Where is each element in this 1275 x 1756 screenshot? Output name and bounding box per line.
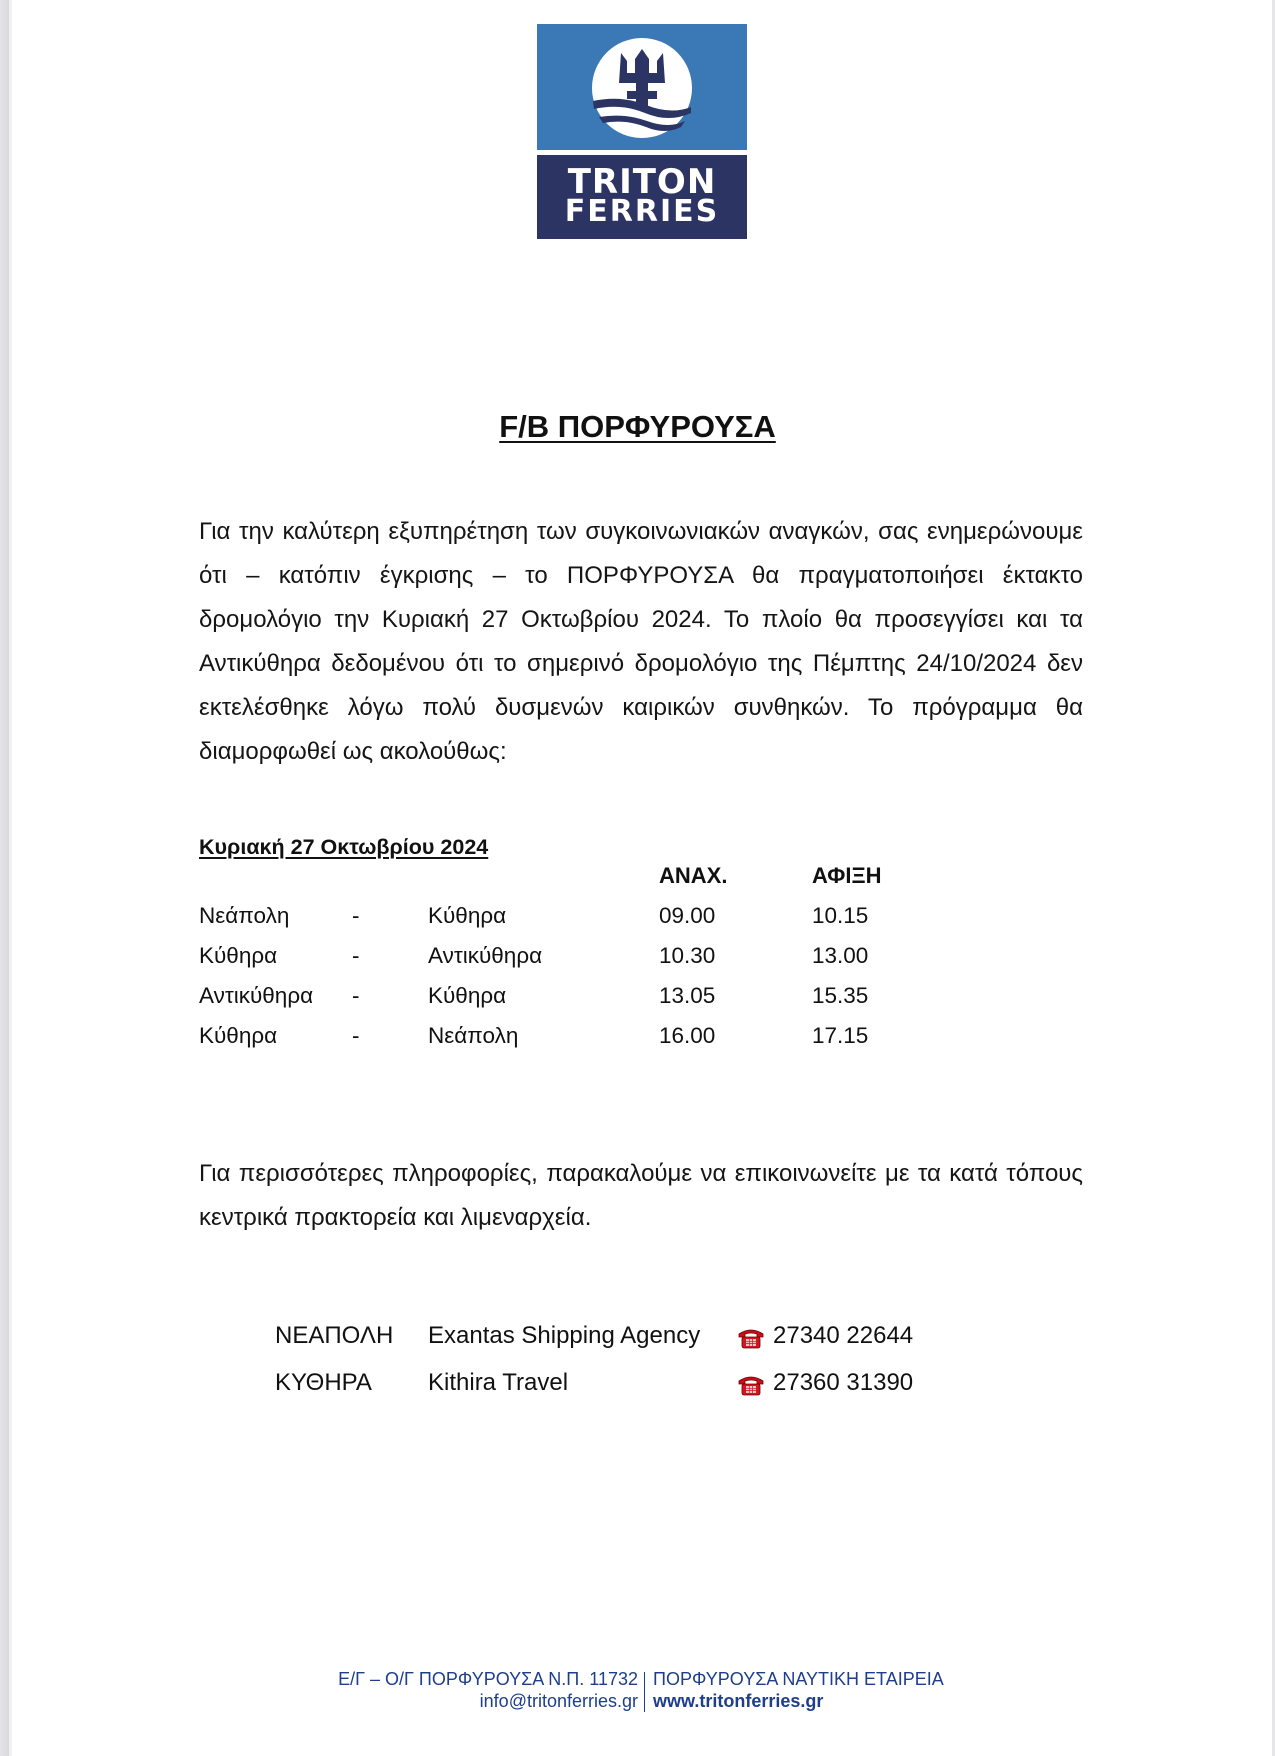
arrival-time: 17.15 <box>812 1023 869 1048</box>
schedule-row <box>0 943 1275 983</box>
route-to: Κύθηρα <box>428 983 507 1008</box>
route-separator: - <box>352 903 360 928</box>
route-to: Νεάπολη <box>428 1023 519 1048</box>
document-title <box>0 409 1275 445</box>
route-from: Αντικύθηρα <box>199 983 314 1008</box>
contact-city: ΚΥΘΗΡΑ <box>275 1369 372 1396</box>
contact-phone: 27340 22644 <box>773 1322 914 1349</box>
intro-paragraph: Για την καλύτερη εξυπηρέτηση των συγκοινωνιακών αναγκών, σας ενημερώνουμε ότι – κατόπιν έγκρισης – το ΠΟΡΦΥΡΟΥΣΑ θα πραγματοποιήσει έκτακτο δρομολόγιο την Κυριακή 27 Οκτωβρίου 2024. Το πλοίο θα προσεγγίσει και τα Αντικύθηρα δεδομένου ότι το σημερινό δρομολόγιο της Πέμπτης 24/10/2024 δεν εκτελέσθηκε λόγω πολύ δυσμενών καιρικών συνθηκών. Το πρόγραμμα θα διαμορφωθεί ως ακολούθως: <box>199 518 1083 765</box>
footer-company-name: ΠΟΡΦΥΡΟΥΣΑ ΝΑΥΤΙΚΗ ΕΤΑΙΡΕΙΑ <box>653 1669 944 1689</box>
logo-emblem-panel <box>537 24 747 150</box>
trident-wave-emblem-icon <box>591 37 693 139</box>
route-from: Κύθηρα <box>199 943 278 968</box>
schedule-row <box>0 1023 1275 1063</box>
arrival-time: 13.00 <box>812 943 869 968</box>
page-edge-left-inner <box>9 0 12 1756</box>
contact-agency: Kithira Travel <box>428 1369 569 1396</box>
route-from: Κύθηρα <box>199 1023 278 1048</box>
route-separator: - <box>352 983 360 1008</box>
triton-ferries-logo <box>537 24 747 239</box>
logo-word-triton: TRITON <box>567 162 717 202</box>
column-header-arrival: ΑΦΙΞΗ <box>812 863 882 888</box>
route-separator: - <box>352 943 360 968</box>
contact-row <box>0 1322 1275 1362</box>
schedule-row <box>0 903 1275 943</box>
logo-wordmark-panel <box>537 155 747 239</box>
route-from: Νεάπολη <box>199 903 290 928</box>
contact-row <box>0 1369 1275 1409</box>
arrival-time: 15.35 <box>812 983 869 1008</box>
footer-vessel-registry: Ε/Γ – Ο/Γ ΠΟΡΦΥΡΟΥΣΑ Ν.Π. 11732 <box>338 1669 638 1689</box>
arrival-time: 10.15 <box>812 903 869 928</box>
departure-time: 10.30 <box>659 943 716 968</box>
schedule-row <box>0 983 1275 1023</box>
footer-divider <box>644 1672 645 1712</box>
departure-time: 16.00 <box>659 1023 716 1048</box>
contact-phone: 27360 31390 <box>773 1369 914 1396</box>
footer-email-link[interactable]: info@tritonferries.gr <box>479 1691 638 1711</box>
route-to: Αντικύθηρα <box>428 943 543 968</box>
route-separator: - <box>352 1023 360 1048</box>
route-to: Κύθηρα <box>428 903 507 928</box>
footer-website-link[interactable]: www.tritonferries.gr <box>653 1691 824 1711</box>
telephone-icon <box>737 1326 765 1350</box>
column-header-departure: ΑΝΑΧ. <box>659 863 728 888</box>
page-edge-left <box>0 0 9 1756</box>
logo-word-ferries: FERRIES <box>564 194 720 229</box>
departure-time: 09.00 <box>659 903 716 928</box>
departure-time: 13.05 <box>659 983 716 1008</box>
schedule-heading <box>199 835 488 860</box>
document-title-text: F/B ΠΟΡΦΥΡΟΥΣΑ <box>499 409 776 444</box>
schedule-heading-text: Κυριακή 27 Οκτωβρίου 2024 <box>199 835 489 859</box>
contact-city: ΝΕΑΠΟΛΗ <box>275 1322 394 1349</box>
telephone-icon <box>737 1373 765 1397</box>
contact-agency: Exantas Shipping Agency <box>428 1322 701 1349</box>
closing-paragraph: Για περισσότερες πληροφορίες, παρακαλούμε να επικοινωνείτε με τα κατά τόπους κεντρικά πρακτορεία και λιμεναρχεία. <box>199 1160 1083 1231</box>
